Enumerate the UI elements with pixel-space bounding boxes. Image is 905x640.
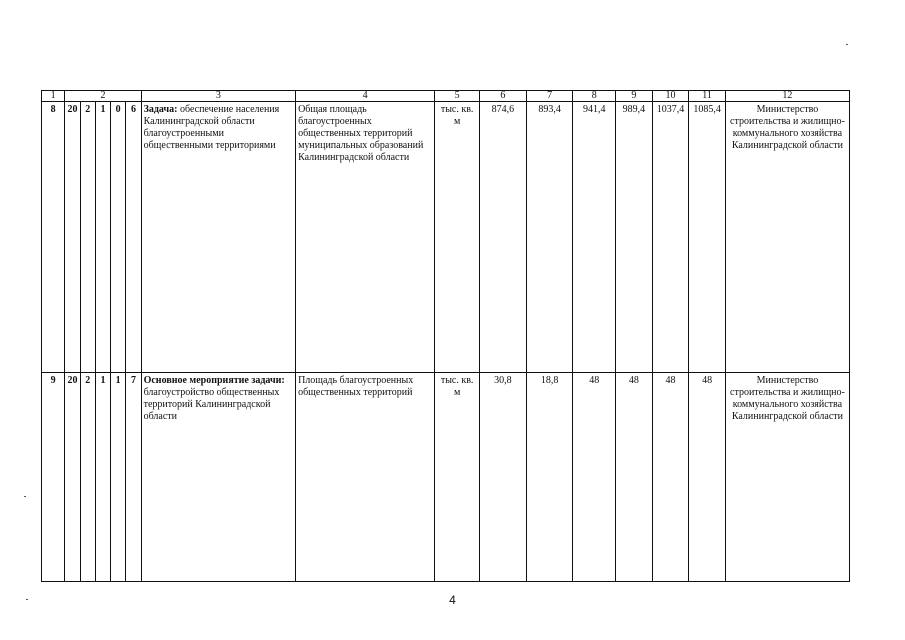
- value-cell: 1085,4: [689, 102, 726, 373]
- value-cell: 48: [652, 373, 689, 582]
- header-cell: 10: [652, 91, 689, 102]
- header-cell: 5: [435, 91, 480, 102]
- value-cell: 893,4: [526, 102, 573, 373]
- page-number: 4: [449, 593, 456, 607]
- code-digit: 1: [95, 373, 110, 582]
- row-number: 8: [42, 102, 65, 373]
- code-digit: 20: [65, 373, 80, 582]
- code-digit: 1: [111, 373, 126, 582]
- indicators-table: [41, 90, 850, 582]
- responsible-executor: Министерство строительства и жилищно-коммунального хозяйства Калининградской области: [725, 373, 849, 582]
- value-cell: 1037,4: [652, 102, 689, 373]
- header-cell: 9: [616, 91, 653, 102]
- indicator-name: Общая площадь благоустроенных общественных территорий муниципальных образований Калининградской области: [296, 102, 435, 373]
- scan-speck: [24, 496, 26, 497]
- header-cell: 4: [296, 91, 435, 102]
- task-text: обеспечение населения Калининградской области благоустроенными общественными территориями: [143, 104, 280, 151]
- header-cell: 7: [526, 91, 573, 102]
- value-cell: 30,8: [479, 373, 526, 582]
- value-cell: 18,8: [526, 373, 573, 582]
- code-digit: 6: [126, 102, 141, 373]
- header-cell: 2: [65, 91, 141, 102]
- header-cell: 3: [141, 91, 295, 102]
- value-cell: 48: [573, 373, 616, 582]
- code-digit: 0: [111, 102, 126, 373]
- value-cell: 874,6: [479, 102, 526, 373]
- value-cell: 48: [689, 373, 726, 582]
- table-row: [42, 102, 850, 373]
- header-cell: 12: [725, 91, 849, 102]
- code-digit: 20: [65, 102, 80, 373]
- responsible-executor: Министерство строительства и жилищно-коммунального хозяйства Калининградской области: [725, 102, 849, 373]
- header-cell: 8: [573, 91, 616, 102]
- code-digit: 2: [80, 102, 95, 373]
- task-name: [141, 373, 295, 582]
- value-cell: 48: [616, 373, 653, 582]
- unit: тыс. кв. м: [435, 102, 480, 373]
- code-digit: 1: [95, 102, 110, 373]
- task-name: [141, 102, 295, 373]
- row-number: 9: [42, 373, 65, 582]
- scan-speck: [26, 599, 28, 600]
- header-cell: 6: [479, 91, 526, 102]
- header-row: [42, 91, 850, 102]
- value-cell: 941,4: [573, 102, 616, 373]
- header-cell: 1: [42, 91, 65, 102]
- code-digit: 2: [80, 373, 95, 582]
- task-label: Задача:: [143, 104, 178, 115]
- task-label: Основное мероприятие задачи:: [143, 375, 285, 386]
- table-row: [42, 373, 850, 582]
- unit: тыс. кв. м: [435, 373, 480, 582]
- task-text: благоустройство общественных территорий Калининградской области: [143, 387, 280, 422]
- indicator-name: Площадь благоустроенных общественных территорий: [296, 373, 435, 582]
- value-cell: 989,4: [616, 102, 653, 373]
- code-digit: 7: [126, 373, 141, 582]
- header-cell: 11: [689, 91, 726, 102]
- scan-speck: [846, 44, 848, 45]
